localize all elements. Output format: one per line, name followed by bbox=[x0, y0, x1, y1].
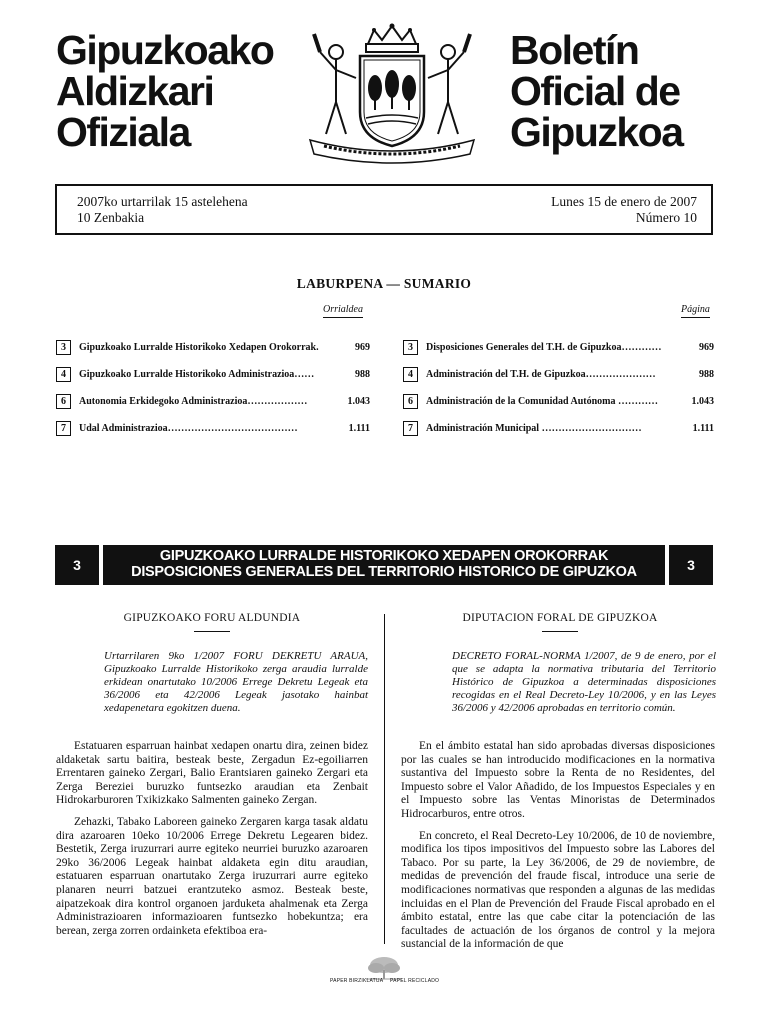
toc-label: Administración de la Comunidad Autónoma ………… bbox=[426, 395, 658, 407]
toc-section-number: 3 bbox=[403, 340, 418, 355]
issue-number-basque: 10 Zenbakia bbox=[77, 210, 145, 225]
masthead-line: Oficial de bbox=[510, 68, 680, 114]
masthead-title-spanish bbox=[510, 27, 683, 155]
paragraph: En concreto, el Real Decreto-Ley 10/2006, de 10 de noviembre, modifica los tipos impositivos del Impuesto sobre las Labores del Tabaco. Por su parte, la Ley 36/2006, de 29 de noviembre, de medidas de prevención del fraude fiscal, introduce una serie de modificaciones normativas que responden a algunas de las medidas incluidas en el Plan de Prevención del Fraude Fiscal aprobado en el ámbito estatal, entre las que cabe citar la potenciación de las facultades de actuación de los órganos de control y la mejora sustancial de la información de que bbox=[401, 829, 715, 951]
issue-date-spanish: Lunes 15 de enero de 2007 bbox=[551, 194, 697, 209]
masthead-line: Aldizkari bbox=[56, 68, 214, 114]
toc-label: Udal Administrazioa………………………………… bbox=[79, 422, 298, 434]
toc-page: 1.111 bbox=[348, 422, 370, 434]
section-title-basque: GIPUZKOAKO LURRALDE HISTORIKOKO XEDAPEN OROKORRAK bbox=[159, 548, 609, 564]
issue-info-spanish bbox=[551, 194, 697, 226]
toc-label: Administración Municipal ………………………… bbox=[426, 422, 642, 434]
toc-section-number: 6 bbox=[403, 394, 418, 409]
toc-entry[interactable] bbox=[56, 420, 370, 436]
coat-of-arms-icon bbox=[300, 22, 484, 166]
toc-entry[interactable] bbox=[56, 339, 370, 355]
toc-entry[interactable] bbox=[403, 420, 714, 436]
body-text-basque bbox=[56, 740, 368, 946]
section-title-spanish: DISPOSICIONES GENERALES DEL TERRITORIO HISTORICO DE GIPUZKOA bbox=[131, 564, 637, 580]
toc-label: Gipuzkoako Lurralde Historikoko Xedapen Orokorrak. bbox=[79, 341, 319, 353]
toc-page: 988 bbox=[699, 368, 714, 380]
footer-label-basque: PAPER BIRZIKLATUA bbox=[330, 978, 384, 984]
issue-number-spanish: Número 10 bbox=[635, 210, 697, 225]
toc-page: 1.111 bbox=[692, 422, 714, 434]
masthead-line: Boletín bbox=[510, 27, 639, 73]
summary-title: LABURPENA — SUMARIO bbox=[296, 276, 472, 291]
masthead-line: Gipuzkoako bbox=[56, 27, 274, 73]
summary-page-header-basque: Orrialdea bbox=[323, 304, 363, 318]
masthead-title-basque bbox=[56, 27, 274, 155]
toc-section-number: 3 bbox=[56, 340, 71, 355]
column-divider bbox=[384, 614, 385, 944]
toc-entry[interactable] bbox=[403, 366, 714, 382]
masthead-line: Ofiziala bbox=[56, 109, 190, 155]
decree-abstract-spanish: DECRETO FORAL-NORMA 1/2007, de 9 de enero, por el que se adapta la normativa tributaria del Territorio Histórico de Gipuzkoa a determinadas disposiciones recogidas en el Real Decreto-Ley 10/2006, y en las Leyes 36/2006 y 42/2006 aprobadas en territorio común. bbox=[452, 650, 716, 714]
body-text-spanish bbox=[401, 740, 715, 960]
toc-entry[interactable] bbox=[403, 393, 714, 409]
org-heading-spanish: DIPUTACION FORAL DE GIPUZKOA bbox=[462, 612, 658, 624]
section-banner bbox=[55, 545, 713, 585]
toc-label: Disposiciones Generales del T.H. de Gipuzkoa………… bbox=[426, 341, 662, 353]
section-title bbox=[103, 548, 665, 580]
toc-page: 1.043 bbox=[347, 395, 370, 407]
toc-label: Autonomia Erkidegoko Administrazioa……………… bbox=[79, 395, 308, 407]
section-number-right: 3 bbox=[687, 557, 695, 573]
recycled-paper-tree-icon bbox=[362, 956, 406, 980]
issue-date-basque: 2007ko urtarrilak 15 astelehena bbox=[77, 194, 248, 209]
toc-page: 969 bbox=[355, 341, 370, 353]
toc-page: 988 bbox=[355, 368, 370, 380]
footer-label-spanish: PAPEL RECICLADO bbox=[390, 978, 440, 984]
toc-label: Gipuzkoako Lurralde Historikoko Administrazioa…… bbox=[79, 368, 315, 380]
toc-entry[interactable] bbox=[56, 393, 370, 409]
toc-page: 1.043 bbox=[691, 395, 714, 407]
masthead-line: Gipuzkoa bbox=[510, 109, 683, 155]
section-number-left: 3 bbox=[73, 557, 81, 573]
toc-section-number: 4 bbox=[56, 367, 71, 382]
heading-rule bbox=[194, 631, 230, 632]
toc-label: Administración del T.H. de Gipuzkoa………………… bbox=[426, 368, 656, 380]
org-heading-basque: GIPUZKOAKO FORU ALDUNDIA bbox=[123, 612, 301, 624]
issue-info-box bbox=[55, 184, 713, 235]
paragraph: Estatuaren esparruan hainbat xedapen onartu dira, zeinen bidez aldaketak sartu baitira, besteak beste, Zergadun Ez-egoiliarren Errentaren gaineko Zergari, Balio Erantsiaren gaineko Zergari eta Zerga Bereziei buruzko funtsezko araudian eta Zenbait Hidrokarburoren Txikizkako Salmenten gaineko Zergan. bbox=[56, 740, 368, 807]
toc-page: 969 bbox=[699, 341, 714, 353]
paragraph: Zehazki, Tabako Laboreen gaineko Zergaren karga tasak aldatu dira azaroaren 10eko 10/2006 Errege Dekretu Legearen bidez. Bestetik, Zerga iruzurrari aurre egiteko neurriei buruzko azaroaren 29ko 36/2006 Legeak hainbat aldaketa egin ditu araudian, estatuaren esparruan onartutako Zerga iruzurrari aurre egiteko planaren neurri batzuei erantzuteko asmoz. Besteak beste, aipatzekoak dira kontrol organoen jarduketa ahalmenak eta Zerga Administrazioaren informazioaren funtsezko hobekuntza; era berean, zerga zorren ordainketa efektiboa era- bbox=[56, 815, 368, 937]
toc-section-number: 7 bbox=[56, 421, 71, 436]
toc-entry[interactable] bbox=[56, 366, 370, 382]
toc-section-number: 6 bbox=[56, 394, 71, 409]
toc-entry[interactable] bbox=[403, 339, 714, 355]
paragraph: En el ámbito estatal han sido aprobadas diversas disposiciones por las cuales se han introducido modificaciones en la normativa sustantiva del Impuesto sobre la Renta de no Residentes, del Impuesto sobre el Valor Añadido, de los Impuestos Especiales y en el Impuesto sobre las Ventas Minoristas de Determinados Hidrocarburos, entre otros. bbox=[401, 740, 715, 820]
heading-rule bbox=[542, 631, 578, 632]
issue-info-basque bbox=[77, 194, 248, 226]
toc-section-number: 4 bbox=[403, 367, 418, 382]
summary-page-header-spanish: Página bbox=[681, 304, 710, 318]
decree-abstract-basque: Urtarrilaren 9ko 1/2007 FORU DEKRETU ARAUA, Gipuzkoako Lurralde Historikoko zerga araudia lurralde erkidean onartutako 10/2006 Errege Dekretu Legeak eta 36/2006 eta 42/2006 Legeak jasotako hainbat xedapenetara egokitzen duena. bbox=[104, 650, 368, 714]
toc-section-number: 7 bbox=[403, 421, 418, 436]
